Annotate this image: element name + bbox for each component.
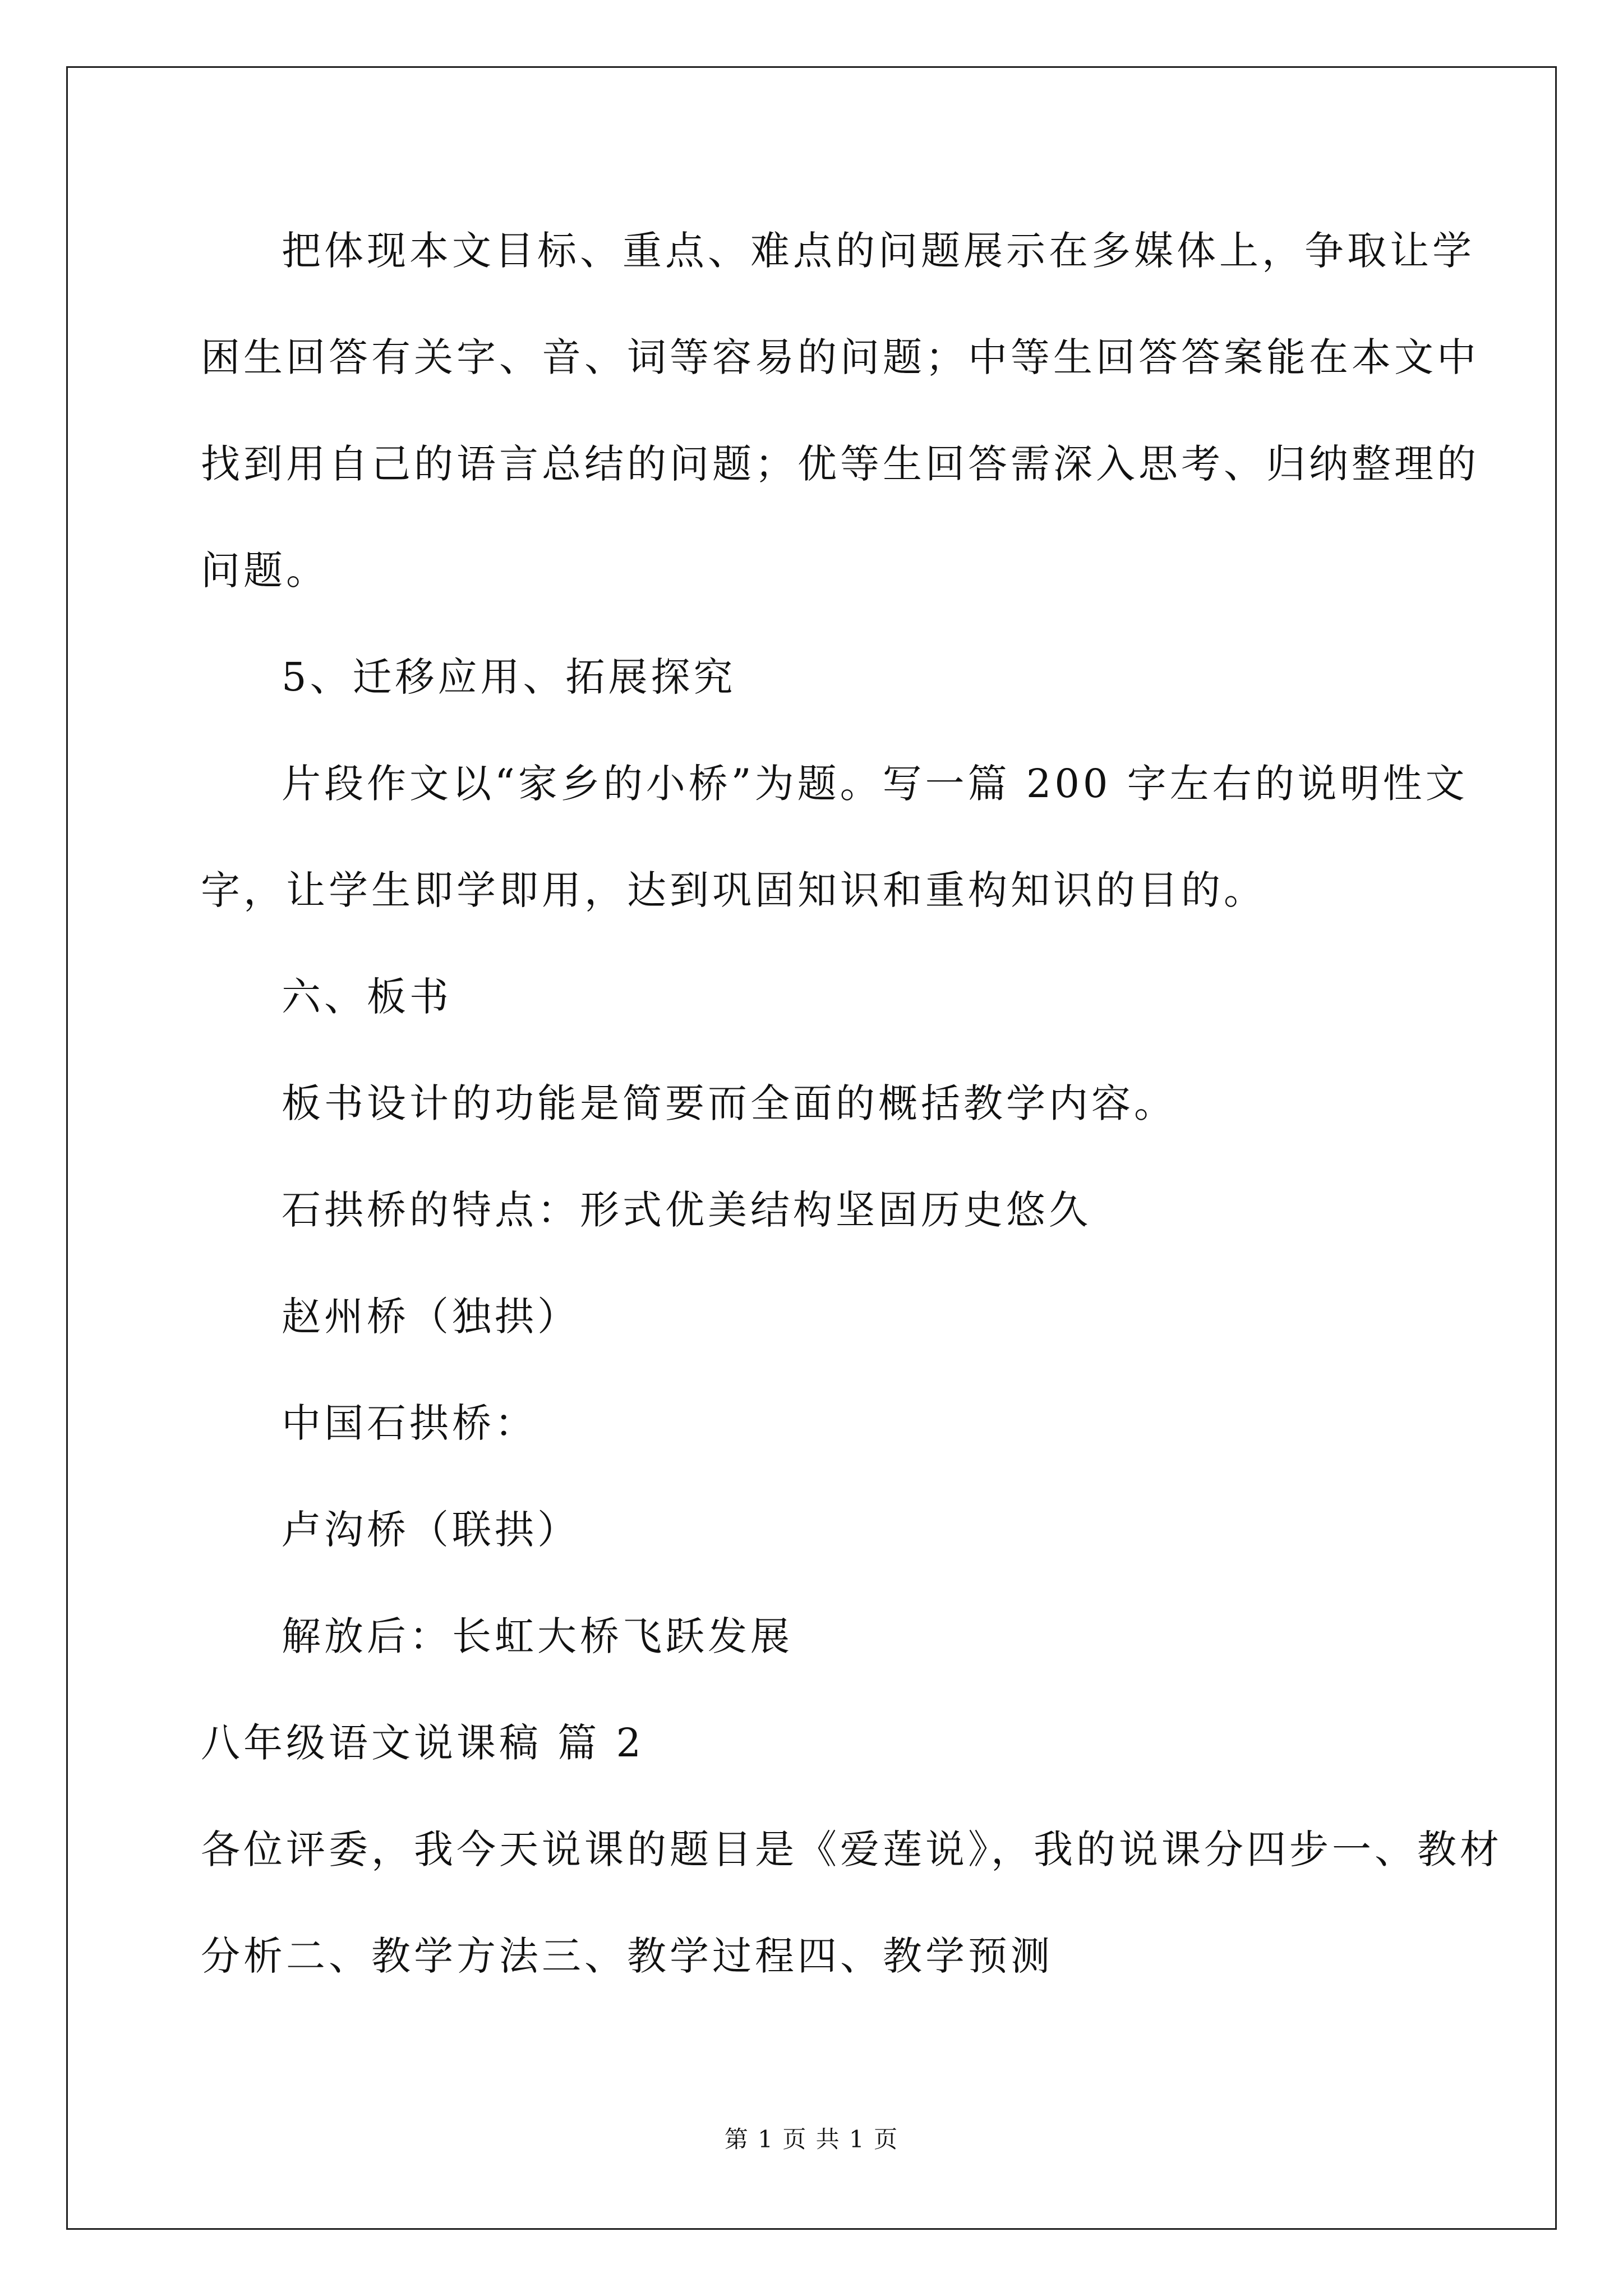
paragraph-line: 中国石拱桥：	[282, 1400, 537, 1446]
paragraph-line: 问题。	[201, 547, 329, 593]
paragraph-line: 字，让学生即学即用，达到巩固知识和重构知识的目的。	[201, 867, 1266, 913]
paragraph-line: 困生回答有关字、音、词等容易的问题；中等生回答答案能在本文中	[201, 334, 1479, 380]
article-title: 八年级语文说课稿 篇 2	[201, 1720, 645, 1766]
section-heading: 5、迁移应用、拓展探究	[282, 654, 736, 700]
paragraph-line: 分析二、教学方法三、教学过程四、教学预测	[201, 1933, 1053, 1979]
section-heading: 六、板书	[282, 974, 452, 1020]
paragraph-line: 解放后：长虹大桥飞跃发展	[282, 1613, 793, 1659]
paragraph-line: 片段作文以“家乡的小桥”为题。写一篇 200 字左右的说明性文	[282, 761, 1468, 807]
paragraph-line: 把体现本文目标、重点、难点的问题展示在多媒体上，争取让学	[282, 228, 1475, 274]
paragraph-line: 板书设计的功能是简要而全面的概括教学内容。	[282, 1080, 1177, 1126]
paragraph-line: 找到用自己的语言总结的问题；优等生回答需深入思考、归纳整理的	[201, 441, 1479, 487]
page-border	[66, 66, 1557, 2230]
paragraph-line: 赵州桥（独拱）	[282, 1294, 580, 1340]
paragraph-line: 各位评委，我今天说课的题目是《爱莲说》，我的说课分四步一、教材	[201, 1826, 1502, 1872]
paragraph-line: 卢沟桥（联拱）	[282, 1507, 580, 1553]
page-footer: 第 1 页 共 1 页	[724, 2125, 899, 2153]
paragraph-line: 石拱桥的特点：形式优美结构坚固历史悠久	[282, 1187, 1091, 1233]
